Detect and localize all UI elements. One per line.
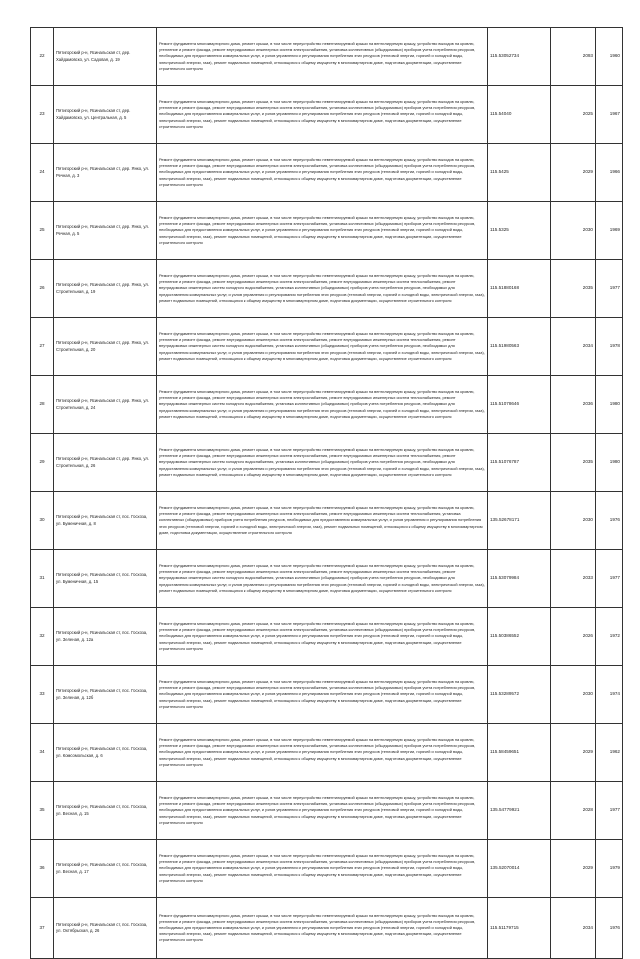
row-cost: 115.51078646 (488, 376, 551, 434)
row-number: 28 (31, 376, 54, 434)
table-row (31, 782, 623, 840)
row-address: Пятигорский р-н, Ясинальская ст, пос. Госхоза, ул. Весная, д. 17 (54, 840, 157, 898)
row-year-built: 1976 (596, 492, 623, 550)
row-year-built: 1976 (596, 898, 623, 959)
row-year-built: 1972 (596, 608, 623, 666)
row-number: 24 (31, 144, 54, 202)
row-year-built: 1967 (596, 86, 623, 144)
row-year-plan: 2034 (551, 898, 596, 959)
row-year-built: 1980 (596, 434, 623, 492)
row-cost: 135.54779921 (488, 782, 551, 840)
row-year-plan: 2030 (551, 666, 596, 724)
row-address: Пятигорский р-н, Ясинальская ст, пос. Госхоза, ул. Буменичная, д. 8 (54, 492, 157, 550)
row-address: Пятигорский р-н, Ясинальская ст, пос. Госхоза, ул. Буменичная, д. 15 (54, 550, 157, 608)
row-works: Ремонт фундамента многоквартирного дома, ремонт крыши, в том числе переустройство невентилируемой крыши на вентилируемую крышу, устройство выходов на кровлю, утепление и ремонт фасада, ремонт внутридомовых инженерных систем электроснабжения, установка коллективных (общедомовых) приборов учета потребления ресурсов, необходимых для предоставления коммунальных услуг, и узлов управления и регулирования потребления этих ресурсов (тепловой энергии, горячей и холодной воды, электрической энергии, газа), ремонт подвальных помещений, относящихся к общему имуществу в многоквартирном доме, подготовка документации, осуществление строительного контроля (157, 28, 488, 86)
row-year-built: 1966 (596, 144, 623, 202)
row-works: Ремонт фундамента многоквартирного дома, ремонт крыши, в том числе переустройство невентилируемой крыши на вентилируемую крышу, устройство выходов на кровлю, утепление и ремонт фасада, ремонт внутридомовых инженерных систем электроснабжения, установка коллективных (общедомовых) приборов учета потребления ресурсов, необходимых для предоставления коммунальных услуг, и узлов управления и регулирования потребления этих ресурсов (тепловой энергии, горячей и холодной воды, электрической энергии, газа), ремонт подвальных помещений, относящихся к общему имуществу в многоквартирном доме, подготовка документации, осуществление строительного контроля (157, 666, 488, 724)
row-number: 33 (31, 666, 54, 724)
row-works: Ремонт фундамента многоквартирного дома, ремонт крыши, в том числе переустройство невентилируемой крыши на вентилируемую крышу, устройство выходов на кровлю, утепление и ремонт фасада, ремонт внутридомовых инженерных систем электроснабжения, ремонт внутридомовых инженерных систем теплоснабжения, установка коллективных (общедомовых) приборов учета потребления ресурсов, необходимых для предоставления коммунальных услуг, и узлов управления и регулирования потребления этих ресурсов (тепловой энергии, горячей и холодной воды, электрической энергии, газа), ремонт подвальных помещений, относящихся к общему имуществу в многоквартирном доме, подготовка документации, осуществление строительного контроля (157, 492, 488, 550)
row-year-built: 1969 (596, 202, 623, 260)
row-address: Пятигорский р-н, Ясинальская ст, пос. Госхоза, ул. Октябрьская, д. 26 (54, 898, 157, 959)
row-year-plan: 2025 (551, 86, 596, 144)
row-address: Пятигорский р-н, Ясинальская ст, пос. Госхоза, ул. Зеленая, д. 12а (54, 608, 157, 666)
row-cost: 115.50386552 (488, 608, 551, 666)
row-works: Ремонт фундамента многоквартирного дома, ремонт крыши, в том числе переустройство невентилируемой крыши на вентилируемую крышу, устройство выходов на кровлю, утепление и ремонт фасада, ремонт внутридомовых инженерных систем электроснабжения, установка коллективных (общедомовых) приборов учета потребления ресурсов, необходимых для предоставления коммунальных услуг, и узлов управления и регулирования потребления этих ресурсов (тепловой энергии, горячей и холодной воды, электрической энергии, газа), ремонт подвальных помещений, относящихся к общему имуществу в многоквартирном доме, подготовка документации, осуществление строительного контроля (157, 724, 488, 782)
row-address: Пятигорский р-н, Ясинальская ст, пос. Госхоза, ул. Весная, д. 15 (54, 782, 157, 840)
row-year-built: 1977 (596, 782, 623, 840)
table-row (31, 260, 623, 318)
row-number: 35 (31, 782, 54, 840)
table-row (31, 144, 623, 202)
row-cost: 115.53289572 (488, 666, 551, 724)
row-works: Ремонт фундамента многоквартирного дома, ремонт крыши, в том числе переустройство невентилируемой крыши на вентилируемую крышу, устройство выходов на кровлю, утепление и ремонт фасада, ремонт внутридомовых инженерных систем электроснабжения, установка коллективных (общедомовых) приборов учета потребления ресурсов, необходимых для предоставления коммунальных услуг, и узлов управления и регулирования потребления этих ресурсов (тепловой энергии, горячей и холодной воды, электрической энергии, газа), ремонт подвальных помещений, относящихся к общему имуществу в многоквартирном доме, подготовка документации, осуществление строительного контроля (157, 86, 488, 144)
row-year-plan: 2029 (551, 724, 596, 782)
row-cost: 115.53052734 (488, 28, 551, 86)
row-works: Ремонт фундамента многоквартирного дома, ремонт крыши, в том числе переустройство невентилируемой крыши на вентилируемую крышу, устройство выходов на кровлю, утепление и ремонт фасада, ремонт внутридомовых инженерных систем электроснабжения, ремонт внутридомовых инженерных систем теплоснабжения, ремонт внутридомовых инженерных систем холодного водоснабжения, установка коллективных (общедомовых) приборов учета потребления ресурсов, необходимых для предоставления коммунальных услуг, и узлов управления и регулирования потребления этих ресурсов (тепловой энергии, горячей и холодной воды, электрической энергии, газа), ремонт подвальных помещений, относящихся к общему имуществу в многоквартирном доме, подготовка документации, осуществление строительного контроля (157, 318, 488, 376)
row-year-plan: 2033 (551, 550, 596, 608)
row-year-plan: 2035 (551, 434, 596, 492)
document-page (30, 27, 620, 959)
row-cost: 115.58459651 (488, 724, 551, 782)
row-year-built: 1978 (596, 318, 623, 376)
row-address: Пятигорский р-н, Ясинальская ст, дер. Янко, ул. Строительная, д. 20 (54, 318, 157, 376)
row-works: Ремонт фундамента многоквартирного дома, ремонт крыши, в том числе переустройство невентилируемой крыши на вентилируемую крышу, устройство выходов на кровлю, утепление и ремонт фасада, ремонт внутридомовых инженерных систем электроснабжения, установка коллективных (общедомовых) приборов учета потребления ресурсов, необходимых для предоставления коммунальных услуг, и узлов управления и регулирования потребления этих ресурсов (тепловой энергии, горячей и холодной воды, электрической энергии, газа), ремонт подвальных помещений, относящихся к общему имуществу в многоквартирном доме, подготовка документации, осуществление строительного контроля (157, 782, 488, 840)
row-works: Ремонт фундамента многоквартирного дома, ремонт крыши, в том числе переустройство невентилируемой крыши на вентилируемую крышу, устройство выходов на кровлю, утепление и ремонт фасада, ремонт внутридомовых инженерных систем электроснабжения, установка коллективных (общедомовых) приборов учета потребления ресурсов, необходимых для предоставления коммунальных услуг, и узлов управления и регулирования потребления этих ресурсов (тепловой энергии, горячей и холодной воды, электрической энергии, газа), ремонт подвальных помещений, относящихся к общему имуществу в многоквартирном доме, подготовка документации, осуществление строительного контроля (157, 840, 488, 898)
row-number: 30 (31, 492, 54, 550)
row-cost: 115.51980563 (488, 318, 551, 376)
row-cost: 115.51880168 (488, 260, 551, 318)
row-address: Пятигорский р-н, Ясинальская ст, пос. Госхоза, ул. Комсомольская, д. 6 (54, 724, 157, 782)
row-year-plan: 2028 (551, 782, 596, 840)
row-year-built: 1979 (596, 840, 623, 898)
table-row (31, 608, 623, 666)
row-works: Ремонт фундамента многоквартирного дома, ремонт крыши, в том числе переустройство невентилируемой крыши на вентилируемую крышу, устройство выходов на кровлю, утепление и ремонт фасада, ремонт внутридомовых инженерных систем электроснабжения, ремонт внутридомовых инженерных систем теплоснабжения, ремонт внутридомовых инженерных систем холодного водоснабжения, установка коллективных (общедомовых) приборов учета потребления ресурсов, необходимых для предоставления коммунальных услуг, и узлов управления и регулирования потребления этих ресурсов (тепловой энергии, горячей и холодной воды, электрической энергии, газа), ремонт подвальных помещений, относящихся к общему имуществу в многоквартирном доме, подготовка документации, осуществление строительного контроля (157, 550, 488, 608)
row-year-plan: 2029 (551, 840, 596, 898)
row-number: 34 (31, 724, 54, 782)
row-cost: 135.52070014 (488, 840, 551, 898)
row-number: 31 (31, 550, 54, 608)
row-works: Ремонт фундамента многоквартирного дома, ремонт крыши, в том числе переустройство невентилируемой крыши на вентилируемую крышу, устройство выходов на кровлю, утепление и ремонт фасада, ремонт внутридомовых инженерных систем электроснабжения, установка коллективных (общедомовых) приборов учета потребления ресурсов, необходимых для предоставления коммунальных услуг, и узлов управления и регулирования потребления этих ресурсов (тепловой энергии, горячей и холодной воды, электрической энергии, газа), ремонт подвальных помещений, относящихся к общему имуществу в многоквартирном доме, подготовка документации, осуществление строительного контроля (157, 898, 488, 959)
row-works: Ремонт фундамента многоквартирного дома, ремонт крыши, в том числе переустройство невентилируемой крыши на вентилируемую крышу, устройство выходов на кровлю, утепление и ремонт фасада, ремонт внутридомовых инженерных систем электроснабжения, установка коллективных (общедомовых) приборов учета потребления ресурсов, необходимых для предоставления коммунальных услуг, и узлов управления и регулирования потребления этих ресурсов (тепловой энергии, горячей и холодной воды, электрической энергии, газа), ремонт подвальных помещений, относящихся к общему имуществу в многоквартирном доме, подготовка документации, осуществление строительного контроля (157, 202, 488, 260)
table-row (31, 28, 623, 86)
table-row (31, 898, 623, 959)
repair-program-table (30, 27, 623, 959)
row-year-plan: 2030 (551, 492, 596, 550)
row-year-plan: 2035 (551, 260, 596, 318)
row-number: 36 (31, 840, 54, 898)
row-address: Пятигорский р-н, Ясинальская ст, дер. Янко, ул. Строительная, д. 24 (54, 376, 157, 434)
row-year-built: 1977 (596, 260, 623, 318)
row-cost: 115.5425 (488, 144, 551, 202)
row-number: 29 (31, 434, 54, 492)
row-address: Пятигорский р-н, Ясинальская ст, дер. Янко, ул. Речная, д. 5 (54, 202, 157, 260)
row-year-built: 1980 (596, 376, 623, 434)
row-address: Пятигорский р-н, Ясинальская ст, дер. Янко, ул. Строительная, д. 26 (54, 434, 157, 492)
row-year-plan: 2029 (551, 144, 596, 202)
row-address: Пятигорский р-н, Ясинальская ст, пос. Госхоза, ул. Зеленая, д. 12б (54, 666, 157, 724)
row-cost: 115.51076787 (488, 434, 551, 492)
table-row (31, 666, 623, 724)
row-works: Ремонт фундамента многоквартирного дома, ремонт крыши, в том числе переустройство невентилируемой крыши на вентилируемую крышу, устройство выходов на кровлю, утепление и ремонт фасада, ремонт внутридомовых инженерных систем электроснабжения, установка коллективных (общедомовых) приборов учета потребления ресурсов, необходимых для предоставления коммунальных услуг, и узлов управления и регулирования потребления этих ресурсов (тепловой энергии, горячей и холодной воды, электрической энергии, газа), ремонт подвальных помещений, относящихся к общему имуществу в многоквартирном доме, подготовка документации, осуществление строительного контроля (157, 608, 488, 666)
row-number: 22 (31, 28, 54, 86)
row-cost: 115.53079984 (488, 550, 551, 608)
table-body (31, 28, 623, 959)
table-row (31, 86, 623, 144)
table-row (31, 840, 623, 898)
row-cost: 115.54040 (488, 86, 551, 144)
row-works: Ремонт фундамента многоквартирного дома, ремонт крыши, в том числе переустройство невентилируемой крыши на вентилируемую крышу, устройство выходов на кровлю, утепление и ремонт фасада, ремонт внутридомовых инженерных систем электроснабжения, ремонт внутридомовых инженерных систем теплоснабжения, ремонт внутридомовых инженерных систем холодного водоснабжения, установка коллективных (общедомовых) приборов учета потребления ресурсов, необходимых для предоставления коммунальных услуг, и узлов управления и регулирования потребления этих ресурсов (тепловой энергии, горячей и холодной воды, электрической энергии, газа), ремонт подвальных помещений, относящихся к общему имуществу в многоквартирном доме, подготовка документации, осуществление строительного контроля (157, 434, 488, 492)
row-year-plan: 2030 (551, 202, 596, 260)
row-year-plan: 2034 (551, 318, 596, 376)
row-number: 32 (31, 608, 54, 666)
row-works: Ремонт фундамента многоквартирного дома, ремонт крыши, в том числе переустройство невентилируемой крыши на вентилируемую крышу, устройство выходов на кровлю, утепление и ремонт фасада, ремонт внутридомовых инженерных систем электроснабжения, установка коллективных (общедомовых) приборов учета потребления ресурсов, необходимых для предоставления коммунальных услуг, и узлов управления и регулирования потребления этих ресурсов (тепловой энергии, горячей и холодной воды, электрической энергии, газа), ремонт подвальных помещений, относящихся к общему имуществу в многоквартирном доме, подготовка документации, осуществление строительного контроля (157, 144, 488, 202)
row-cost: 135.52678171 (488, 492, 551, 550)
row-year-built: 1960 (596, 28, 623, 86)
row-year-plan: 2093 (551, 28, 596, 86)
row-year-built: 1962 (596, 724, 623, 782)
row-address: Пятигорский р-н, Ясинальская ст, дер. Хайдамовско, ул. Центральная, д. 5 (54, 86, 157, 144)
row-works: Ремонт фундамента многоквартирного дома, ремонт крыши, в том числе переустройство невентилируемой крыши на вентилируемую крышу, устройство выходов на кровлю, утепление и ремонт фасада, ремонт внутридомовых инженерных систем электроснабжения, ремонт внутридомовых инженерных систем теплоснабжения, ремонт внутридомовых инженерных систем холодного водоснабжения, установка коллективных (общедомовых) приборов учета потребления ресурсов, необходимых для предоставления коммунальных услуг, и узлов управления и регулирования потребления этих ресурсов (тепловой энергии, горячей и холодной воды, электрической энергии, газа), ремонт подвальных помещений, относящихся к общему имуществу в многоквартирном доме, подготовка документации, осуществление строительного контроля (157, 260, 488, 318)
row-number: 37 (31, 898, 54, 959)
row-number: 26 (31, 260, 54, 318)
table-row (31, 724, 623, 782)
row-year-plan: 2036 (551, 376, 596, 434)
row-cost: 115.5325 (488, 202, 551, 260)
table-row (31, 202, 623, 260)
row-number: 27 (31, 318, 54, 376)
row-number: 25 (31, 202, 54, 260)
row-year-plan: 2026 (551, 608, 596, 666)
row-year-built: 1977 (596, 550, 623, 608)
table-row (31, 492, 623, 550)
row-works: Ремонт фундамента многоквартирного дома, ремонт крыши, в том числе переустройство невентилируемой крыши на вентилируемую крышу, устройство выходов на кровлю, утепление и ремонт фасада, ремонт внутридомовых инженерных систем электроснабжения, ремонт внутридомовых инженерных систем теплоснабжения, ремонт внутридомовых инженерных систем холодного водоснабжения, установка коллективных (общедомовых) приборов учета потребления ресурсов, необходимых для предоставления коммунальных услуг, и узлов управления и регулирования потребления этих ресурсов (тепловой энергии, горячей и холодной воды, электрической энергии, газа), ремонт подвальных помещений, относящихся к общему имуществу в многоквартирном доме, подготовка документации, осуществление строительного контроля (157, 376, 488, 434)
table-row (31, 550, 623, 608)
table-row (31, 376, 623, 434)
row-cost: 115.51179715 (488, 898, 551, 959)
table-row (31, 318, 623, 376)
row-address: Пятигорский р-н, Ясинальская ст, дер. Хайдамовско, ул. Садовая, д. 19 (54, 28, 157, 86)
table-row (31, 434, 623, 492)
row-address: Пятигорский р-н, Ясинальская ст, дер. Янко, ул. Строительная, д. 19 (54, 260, 157, 318)
row-year-built: 1974 (596, 666, 623, 724)
row-address: Пятигорский р-н, Ясинальская ст, дер. Янко, ул. Речная, д. 3 (54, 144, 157, 202)
row-number: 23 (31, 86, 54, 144)
